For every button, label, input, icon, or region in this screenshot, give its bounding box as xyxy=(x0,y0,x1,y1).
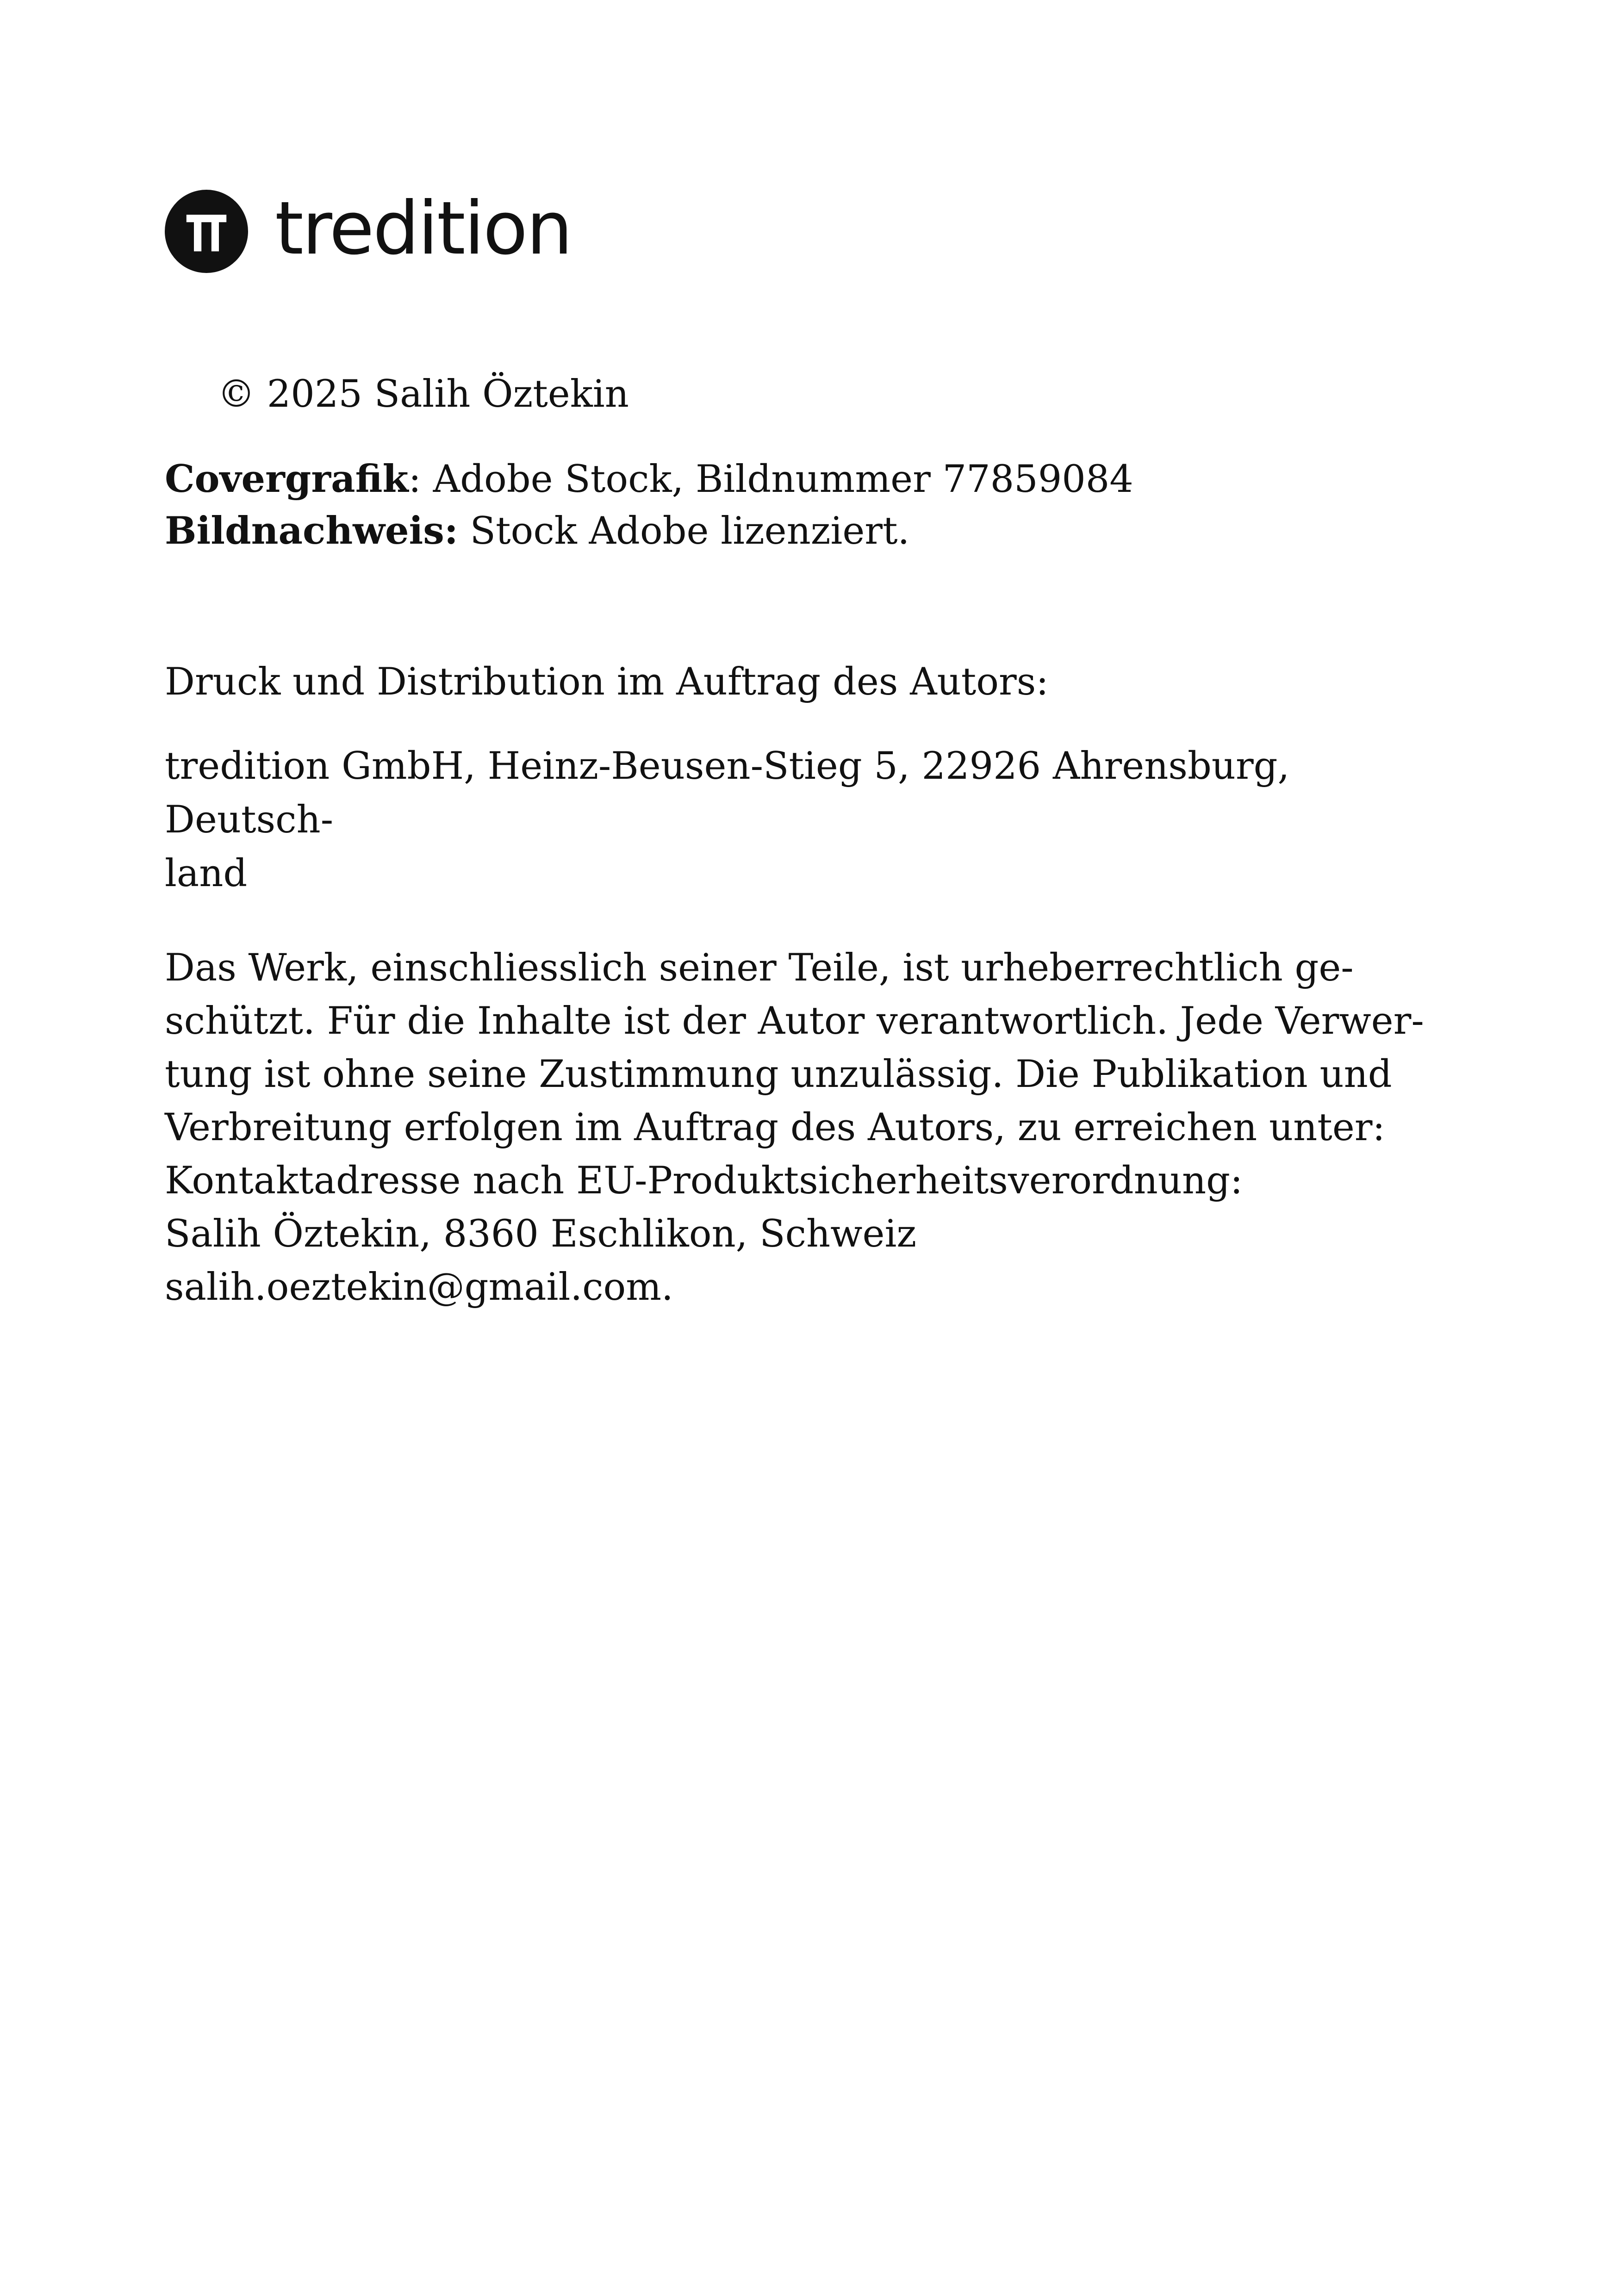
contact-email[interactable]: salih.oeztekin@gmail.com. xyxy=(165,1266,673,1309)
image-credit-text: Stock Adobe lizenziert. xyxy=(458,509,910,553)
cover-credit xyxy=(165,453,1133,505)
image-credit xyxy=(165,505,1133,557)
publisher-logo xyxy=(165,186,572,273)
image-credit-label: Bildnachweis: xyxy=(165,509,458,553)
notice-line: tung ist ohne seine Zustimmung unzulässig. Die Publikation und xyxy=(165,1053,1392,1096)
notice-line: Salih Öztekin, 8360 Eschlikon, Schweiz xyxy=(165,1212,917,1256)
distribution-heading: Druck und Distribution im Auftrag des Autors: xyxy=(165,660,1049,704)
cover-credit-text: : Adobe Stock, Bildnummer 77859084 xyxy=(408,458,1133,501)
notice-line: schützt. Für die Inhalte ist der Autor verantwortlich. Jede Verwer- xyxy=(165,999,1424,1043)
tredition-logo-icon xyxy=(165,190,248,273)
image-credits xyxy=(165,453,1133,557)
distribution-address xyxy=(165,739,1461,900)
address-line: tredition GmbH, Heinz-Beusen-Stieg 5, 22926 Ahrensburg, Deutsch- xyxy=(165,745,1290,842)
logo-wordmark: tredition xyxy=(275,186,572,271)
notice-line: Das Werk, einschliesslich seiner Teile, ist urheberrechtlich ge- xyxy=(165,946,1354,990)
cover-credit-label: Covergrafik xyxy=(165,457,409,501)
copyright-line: © 2025 Salih Öztekin xyxy=(218,372,629,416)
address-line: land xyxy=(165,852,248,895)
notice-line: Kontaktadresse nach EU-Produktsicherheitsverordnung: xyxy=(165,1159,1243,1203)
copyright-notice xyxy=(165,942,1424,1314)
notice-line: Verbreitung erfolgen im Auftrag des Autors, zu erreichen unter: xyxy=(165,1106,1385,1149)
